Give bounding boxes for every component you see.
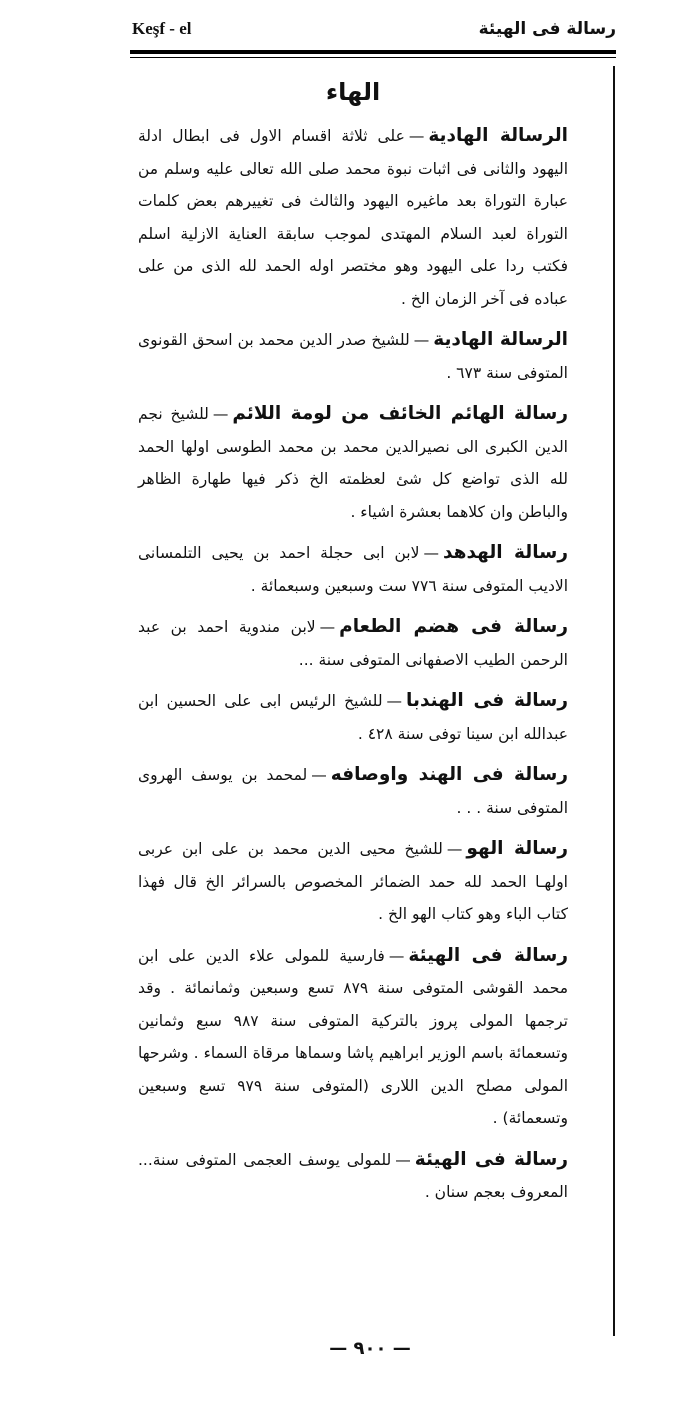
book-title: Keşf - el <box>132 19 192 38</box>
header-rule-thin <box>130 57 616 58</box>
margin-line <box>613 66 615 1336</box>
entry-title: الرسالة الهادية <box>428 125 568 146</box>
entry-text: لابن ابى حجلة احمد بن يحيى التلمسانى الاديب المتوفى سنة ٧٧٦ ست وسبعين وسبعمائة . <box>138 544 568 595</box>
entry <box>138 537 568 602</box>
entry-separator: — <box>408 127 425 145</box>
entry-separator: — <box>413 331 430 349</box>
entry <box>138 120 568 315</box>
running-title: رسالة فى الهيئة <box>478 19 616 39</box>
entry <box>138 1144 568 1209</box>
entry-text: لابن مندوية احمد بن عبد الرحمن الطيب الاصفهانى المتوفى سنة ... <box>138 618 568 669</box>
page-content <box>138 78 568 1218</box>
entry-separator: — <box>386 692 403 710</box>
page-number: — ٩٠٠ — <box>329 1338 411 1359</box>
entry-text: للشيخ صدر الدين محمد بن اسحق القونوى المتوفى سنة ٦٧٣ . <box>138 331 568 382</box>
entry-separator: — <box>319 618 336 636</box>
entry-separator: — <box>423 544 439 562</box>
entry <box>138 940 568 1135</box>
entry-separator: — <box>395 1150 411 1169</box>
entry-text: للشيخ نجم الدين الكبرى الى نصيرالدين محمد بن محمد الطوسى اولها الحمد لله الذى تواضع كل شئ لعظمته الخ ذكر فيها طهارة الظاهر والباطن وان كلاهما بعشرة اشياء . <box>138 405 568 521</box>
entry-text: لمحمد بن يوسف الهروى المتوفى سنة . . . <box>138 766 568 817</box>
entry-title: رسالة فى الهندبا <box>406 690 568 711</box>
entry-title: رسالة فى الهند واوصافه <box>330 764 568 785</box>
entry-title: رسالة الهو <box>466 838 569 859</box>
entry-separator: — <box>311 766 327 784</box>
entry-title: رسالة فى الهيئة <box>414 1148 568 1170</box>
entry <box>138 398 568 528</box>
entries-list <box>138 120 568 1209</box>
entry-text: على ثلاثة اقسام الاول فى ابطال ادلة اليهود والثانى فى اثبات نبوة محمد صلى الله تعالى عليه وسلم من عبارة التوراة بعد ماغيره اليهود والثالث فى تغييرهم بعض كلمات التوراة لعبد السلام المهتدى لموجب سابقة العناية الازلية اسلم فكتب ردا على اليهود وهو مختصر اوله الحمد لله الذى من على عباده فى آخر الزمان الخ . <box>138 127 568 308</box>
entry-separator: — <box>388 946 405 965</box>
entry-title: رسالة الهائم الخائف من لومة اللائم <box>232 403 568 424</box>
entry <box>138 611 568 676</box>
page-header <box>132 14 616 44</box>
entry-separator: — <box>446 840 463 858</box>
entry <box>138 759 568 824</box>
entry-separator: — <box>212 405 229 423</box>
entry-title: رسالة فى الهيئة <box>408 944 568 966</box>
entry-title: رسالة الهدهد <box>442 542 568 563</box>
section-title: الهاء <box>325 78 381 106</box>
entry <box>138 324 568 389</box>
entry-title: الرسالة الهادية <box>433 329 568 350</box>
entry <box>138 685 568 750</box>
entry <box>138 833 568 931</box>
entry-text: للشيخ محيى الدين محمد بن على ابن عربى اولهـا الحمد لله حمد الضمائر المخصوص بالسرائر الخ قال فهذا كتاب الباء وهو كتاب الهو الخ . <box>138 840 568 923</box>
entry-title: رسالة فى هضم الطعام <box>339 616 569 637</box>
entry-text: للشيخ الرئيس ابى على الحسين ابن عبدالله ابن سينا توفى سنة ٤٢٨ . <box>138 692 568 743</box>
entry-text: فارسية للمولى علاء الدين على ابن محمد القوشى المتوفى سنة ٨٧٩ تسع وسبعين وثمانمائة . وقد ترجمها المولى پروز بالتركية المتوفى سنة ٩٨٧ سبع وثمانين وتسعمائة باسم الوزير ابراهيم پاشا وسماها مرقاة السماء . وشرحها المولى مصلح الدين اللارى (المتوفى سنة ٩٧٩ تسع وسبعين وتسعمائة) . <box>138 946 569 1127</box>
entry-text: للمولى يوسف العجمى المتوفى سنة... المعروف بعجم سنان . <box>138 1150 568 1201</box>
header-rule-thick <box>130 50 616 54</box>
